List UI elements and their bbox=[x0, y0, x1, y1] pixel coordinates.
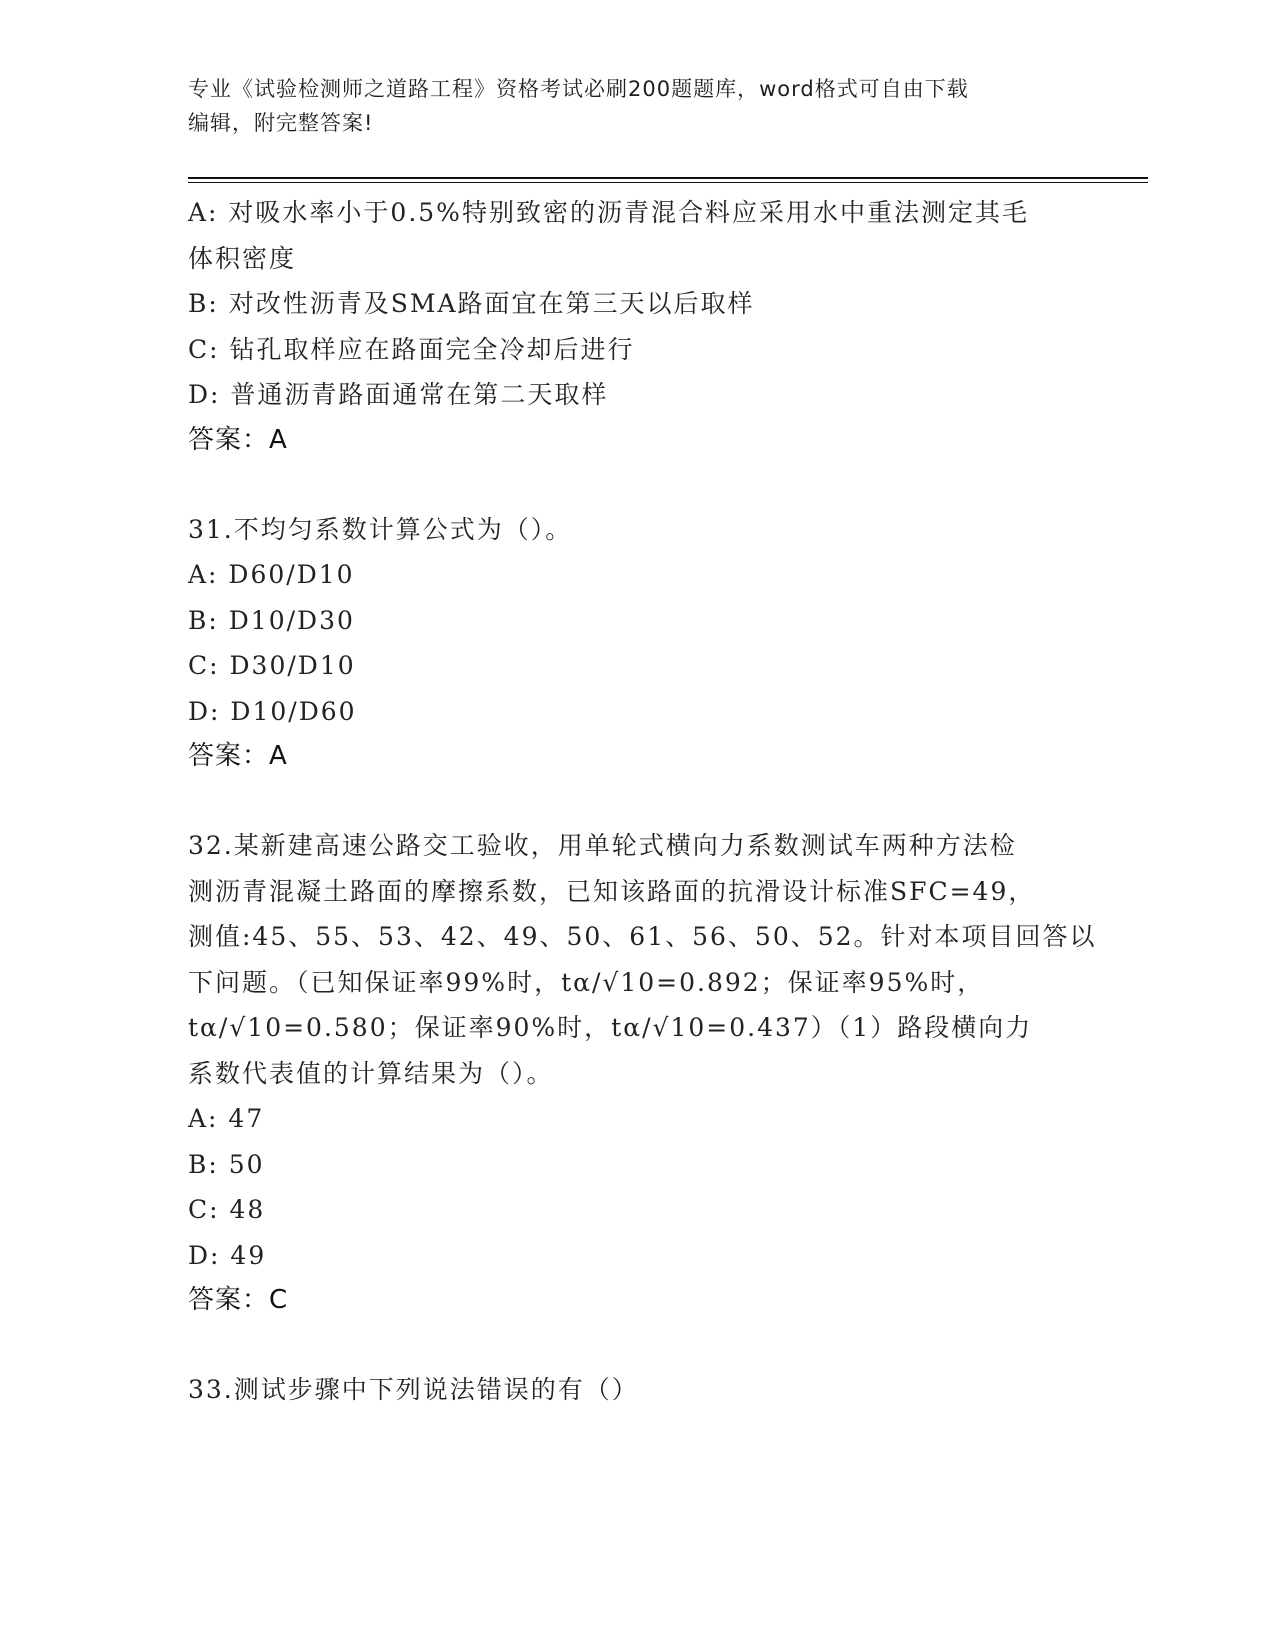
question-stem-line-2: 测沥青混凝土路面的摩擦系数，已知该路面的抗滑设计标准SFC=49， bbox=[188, 876, 1036, 906]
option-d: D: 普通沥青路面通常在第二天取样 bbox=[188, 380, 609, 409]
question-stem-line-6: 系数代表值的计算结果为（）。 bbox=[188, 1058, 554, 1088]
document-header bbox=[188, 72, 1068, 140]
question-stem: 33.测试步骤中下列说法错误的有（） bbox=[188, 1375, 639, 1404]
header-title-line-2: 编辑，附完整答案! bbox=[188, 111, 374, 135]
header-title-line-1: 专业《试验检测师之道路工程》资格考试必刷200题题库，word格式可自由下载 bbox=[188, 77, 969, 101]
option-d: D: D10/D60 bbox=[188, 696, 357, 726]
question-33-block bbox=[188, 1367, 1088, 1413]
option-a: A: D60/D10 bbox=[188, 560, 355, 589]
option-d: D: 49 bbox=[188, 1240, 267, 1270]
option-b: B: D10/D30 bbox=[188, 605, 355, 635]
question-stem-line-4: 下问题。（已知保证率99%时，tα/√10=0.892；保证率95%时， bbox=[188, 967, 985, 997]
question-spacer bbox=[188, 463, 1088, 507]
answer-label: 答案：A bbox=[188, 741, 288, 771]
question-32-block bbox=[188, 823, 1097, 1323]
question-stem-line-5: tα/√10=0.580；保证率90%时，tα/√10=0.437）（1）路段横向力 bbox=[188, 1013, 1033, 1042]
option-a-continued: 体积密度 bbox=[188, 243, 297, 273]
option-b: B: 50 bbox=[188, 1149, 265, 1179]
header-divider-thin bbox=[188, 182, 1148, 183]
document-body bbox=[188, 190, 1097, 1413]
option-a: A: 47 bbox=[188, 1104, 265, 1133]
question-30-block bbox=[188, 190, 1088, 463]
question-spacer bbox=[188, 779, 1088, 823]
option-b: B: 对改性沥青及SMA路面宜在第三天以后取样 bbox=[188, 289, 755, 318]
option-c: C: 钻孔取样应在路面完全冷却后进行 bbox=[188, 334, 635, 364]
answer-label: 答案：A bbox=[188, 424, 288, 455]
option-c: C: D30/D10 bbox=[188, 651, 356, 680]
question-spacer bbox=[188, 1323, 1088, 1367]
question-stem-line-3: 测值:45、55、53、42、49、50、61、56、50、52。针对本项目回答以 bbox=[188, 922, 1097, 951]
question-stem-line-1: 32.某新建高速公路交工验收，用单轮式横向力系数测试车两种方法检 bbox=[188, 831, 1017, 860]
question-31-block bbox=[188, 507, 1088, 780]
question-stem: 31.不均匀系数计算公式为（）。 bbox=[188, 514, 573, 544]
header-divider-thick bbox=[188, 177, 1148, 179]
answer-label: 答案：C bbox=[188, 1285, 289, 1315]
option-c: C: 48 bbox=[188, 1195, 266, 1224]
option-a: A: 对吸水率小于0.5%特别致密的沥青混合料应采用水中重法测定其毛 bbox=[188, 198, 1029, 227]
